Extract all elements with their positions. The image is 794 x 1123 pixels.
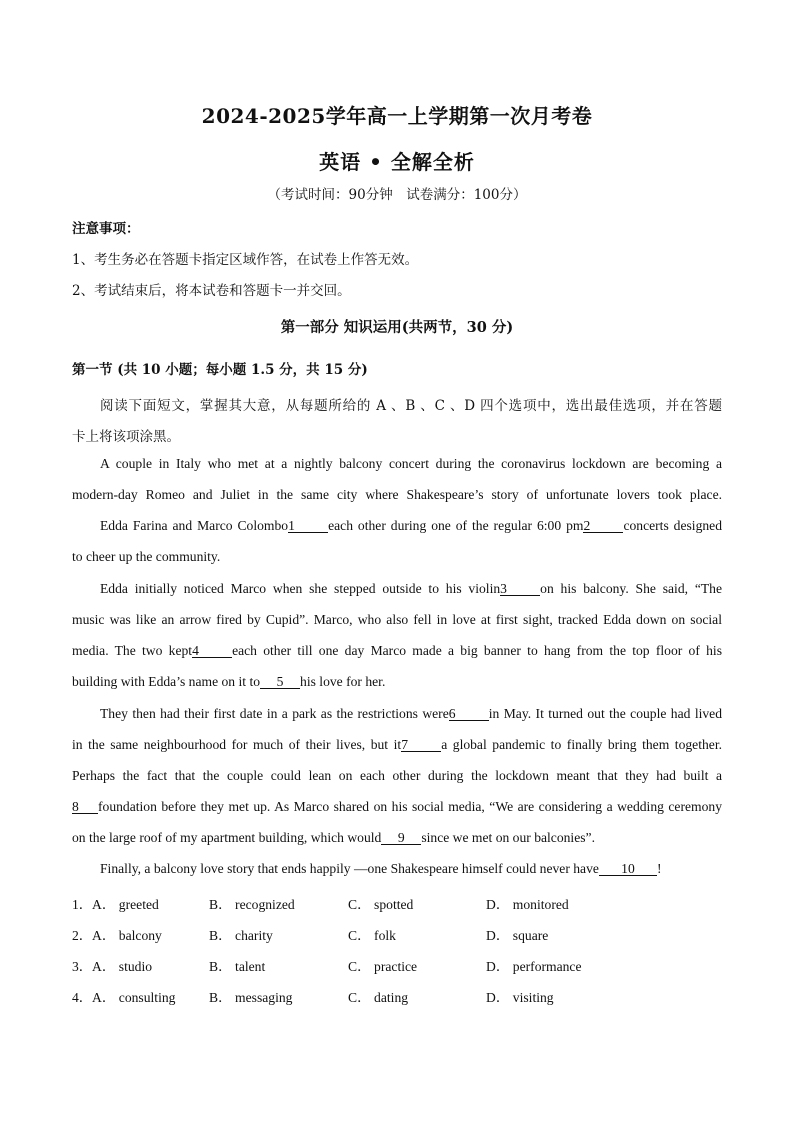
option-d: D． performance [486,959,582,974]
blank-4: 4 [192,644,232,658]
option-b: B． recognized [209,897,295,912]
option-d: D． square [486,928,549,943]
passage-p4-line-1: They then had their first date in a park as the restrictions were6 in May. It turned out the couple had lived [100,706,722,721]
question-number: 2． [72,928,93,943]
exam-info: （考试时间：90分钟 试卷满分：100分） [267,187,527,203]
passage-p2-line-1: Edda Farina and Marco Colombo1 each other during one of the regular 6:00 pm2 concerts designed [100,518,722,533]
notes-heading: 注意事项： [72,221,140,237]
passage-p2-line-2: to cheer up the community. [72,549,221,564]
passage-p1-line-2: modern-day Romeo and Juliet in the same city where Shakespeare’s story of unfortunate lovers took place. [72,487,722,502]
option-d: D． monitored [486,897,569,912]
passage-p4-line-4: 8 foundation before they met up. As Marco shared on his social media, “We are considering a wedding ceremony [72,799,722,814]
passage-p3-line-2: music was like an arrow fired by Cupid”. Marco, who also fell in love at first sight, tracked Edda down on social [72,612,722,627]
option-c: C． folk [348,928,396,943]
option-a: A． consulting [92,990,176,1005]
section1-heading: 第一节 (共 10 小题；每小题 1.5 分，共 15 分) [72,362,368,378]
option-c: C． dating [348,990,409,1005]
option-a: A． greeted [92,897,159,912]
passage-p1-line-1: A couple in Italy who met at a nightly balcony concert during the coronavirus lockdown are becoming a [100,456,722,471]
passage-p3-line-3: media. The two kept4 each other till one day Marco made a big banner to hang from the top floor of his [72,643,722,658]
option-d: D． visiting [486,990,554,1005]
blank-5: 5 [260,675,300,689]
passage-p3-line-1: Edda initially noticed Marco when she stepped outside to his violin3 on his balcony. She said, “The [100,581,722,596]
blank-3: 3 [500,582,540,596]
option-a: A． balcony [92,928,162,943]
blank-2: 2 [583,519,623,533]
blank-9: 9 [381,831,421,845]
option-b: B． talent [209,959,266,974]
note-item-2: 2、考试结束后，将本试卷和答题卡一并交回。 [72,283,351,299]
passage-p3-line-4: building with Edda’s name on it to 5 his love for her. [72,674,386,689]
passage-p5-line-1: Finally, a balcony love story that ends happily —one Shakespeare himself could never have 10 ! [100,861,662,876]
blank-1: 1 [288,519,328,533]
option-c: C． practice [348,959,418,974]
option-c: C． spotted [348,897,414,912]
passage-p4-line-5: on the large roof of my apartment building, which would 9 since we met on our balconies”. [72,830,595,845]
option-a: A． studio [92,959,153,974]
question-number: 1． [72,897,93,912]
question-number: 4． [72,990,93,1005]
note-item-1: 1、考生务必在答题卡指定区域作答，在试卷上作答无效。 [72,252,419,268]
blank-6: 6 [449,707,489,721]
blank-10: 10 [599,862,657,876]
blank-7: 7 [401,738,441,752]
instruction-line-2: 卡上将该项涂黑。 [72,429,180,445]
part1-heading: 第一部分 知识运用(共两节，30 分) [280,319,514,336]
instruction-line-1: 阅读下面短文，掌握其大意，从每题所给的 A 、B 、C 、D 四个选项中，选出最佳选项，并在答题 [100,398,722,414]
exam-title: 2024-2025学年高一上学期第一次月考卷 [201,104,593,128]
option-b: B． messaging [209,990,293,1005]
blank-8: 8 [72,800,98,814]
option-b: B． charity [209,928,273,943]
passage-p4-line-3: Perhaps the fact that the couple could lean on each other during the lockdown meant that they had built a [72,768,722,783]
passage-p4-line-2: in the same neighbourhood for much of their lives, but it7 a global pandemic to finally bring them together. [72,737,722,752]
question-number: 3． [72,959,93,974]
exam-subtitle: 英语 • 全解全析 [319,150,475,174]
